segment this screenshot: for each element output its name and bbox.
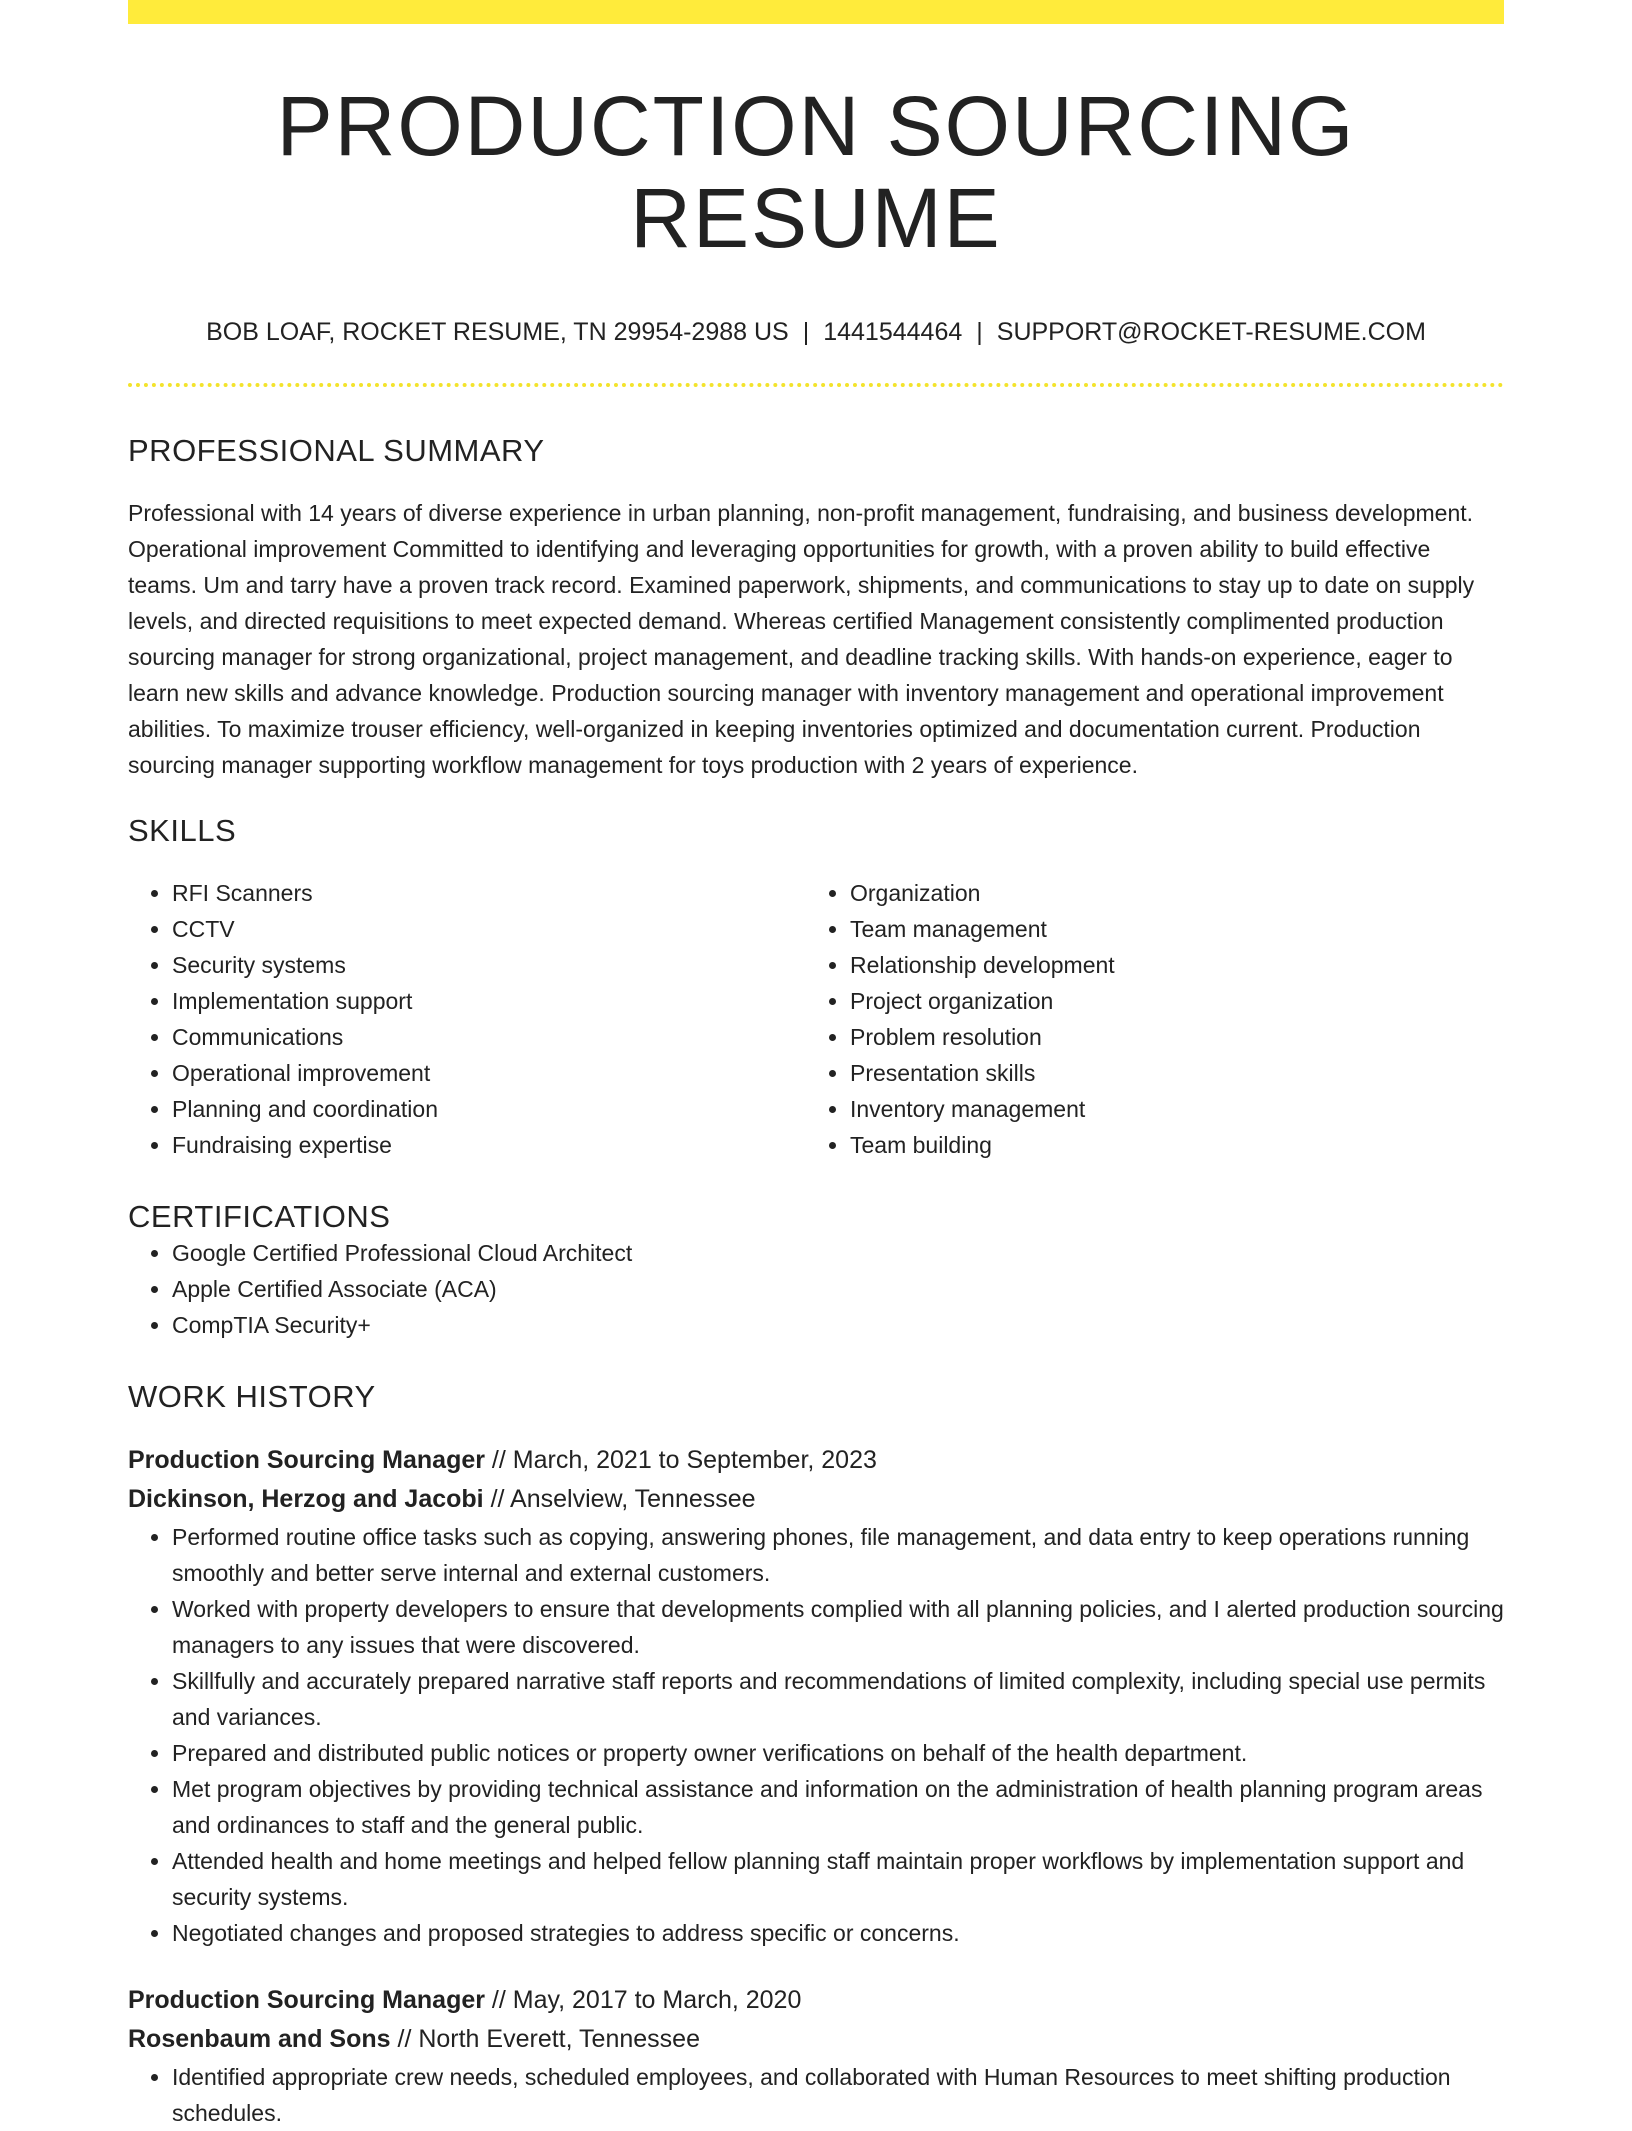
list-item: • Skillfully and accurately prepared narrative staff reports and recommendations of limited complexity, including special use permits and variances. [172,1663,1504,1735]
contact-address: BOB LOAF, ROCKET RESUME, TN 29954-2988 US [206,317,789,346]
list-item: • Inventory management [850,1091,1484,1127]
list-item: • Relationship development [850,947,1484,983]
list-item: • Team building [850,1127,1484,1163]
contact-separator: | [976,317,983,346]
list-item: • Google Certified Professional Cloud Architect [172,1235,1504,1271]
list-item: • Met program objectives by providing technical assistance and information on the administration of health planning program areas and ordinances to staff and the general public. [172,1771,1504,1843]
list-item: • Communications [172,1019,806,1055]
job-entry [128,1981,1504,2131]
job-title: Production Sourcing Manager [128,1445,485,1474]
job-duties-list [128,1519,1504,1951]
contact-line [128,317,1504,347]
accent-bar [128,0,1504,24]
list-item: • Prepared and distributed public notices or property owner verifications on behalf of the health department. [172,1735,1504,1771]
job-title-line [128,1441,1504,1480]
list-item: • Project organization [850,983,1484,1019]
job-company: Dickinson, Herzog and Jacobi [128,1484,484,1513]
summary-heading: PROFESSIONAL SUMMARY [128,432,545,468]
skills-list-left [128,875,806,1163]
list-item: • Organization [850,875,1484,911]
contact-separator: | [802,317,810,346]
list-item: • Apple Certified Associate (ACA) [172,1271,1504,1307]
list-item: • Worked with property developers to ensure that developments complied with all planning policies, and I alerted production sourcing managers to any issues that were discovered. [172,1591,1504,1663]
skills-columns [128,875,1504,1163]
list-item: • Problem resolution [850,1019,1484,1055]
list-item: • Team management [850,911,1484,947]
summary-text: Professional with 14 years of diverse experience in urban planning, non-profit management, fundraising, and business development. Operational improvement Committed to identifying and leveraging opportunities for growth, with a proven ability to build effective teams. Um and tarry have a proven track record. Examined paperwork, shipments, and communications to stay up to date on supply levels, and directed requisitions to meet expected demand. Whereas certified Management consistently complimented production sourcing manager for strong organizational, project management, and deadline tracking skills. With hands-on experience, eager to learn new skills and advance knowledge. Production sourcing manager with inventory management and operational improvement abilities. To maximize trouser efficiency, well-organized in keeping inventories optimized and documentation current. Production sourcing manager supporting workflow management for toys production with 2 years of experience. [128,499,1475,778]
job-dates: // May, 2017 to March, 2020 [484,1985,802,2014]
job-company-line [128,1480,1504,1519]
job-duties-list [128,2059,1504,2131]
list-item: • Implementation support [172,983,806,1019]
list-item: • Operational improvement [172,1055,806,1091]
certifications-heading: CERTIFICATIONS [128,1198,391,1234]
job-company: Rosenbaum and Sons [128,2024,391,2053]
list-item: • Negotiated changes and proposed strategies to address specific or concerns. [172,1915,1504,1951]
list-item: • CompTIA Security+ [172,1307,1504,1343]
list-item: • Planning and coordination [172,1091,806,1127]
list-item: • RFI Scanners [172,875,806,911]
list-item: • Presentation skills [850,1055,1484,1091]
certifications-list [128,1235,1504,1343]
job-title: Production Sourcing Manager [128,1985,485,2014]
job-location: // Anselview, Tennessee [483,1484,756,1513]
contact-phone: 1441544464 [823,317,963,346]
list-item: • Performed routine office tasks such as copying, answering phones, file management, and data entry to keep operations running smoothly and better serve internal and external customers. [172,1519,1504,1591]
list-item: • CCTV [172,911,806,947]
job-entry [128,1441,1504,1951]
job-company-line [128,2020,1504,2059]
contact-email: SUPPORT@ROCKET-RESUME.COM [996,317,1426,346]
list-item: • Security systems [172,947,806,983]
job-title-line [128,1981,1504,2020]
list-item: • Fundraising expertise [172,1127,806,1163]
job-location: // North Everett, Tennessee [390,2024,700,2053]
skills-list-right [806,875,1484,1163]
resume-title: PRODUCTION SOURCING RESUME [276,79,1356,266]
list-item: • Identified appropriate crew needs, scheduled employees, and collaborated with Human Resources to meet shifting production schedules. [172,2059,1504,2131]
work-history-heading: WORK HISTORY [128,1378,376,1414]
list-item: • Attended health and home meetings and helped fellow planning staff maintain proper workflows by implementation support and security systems. [172,1843,1504,1915]
job-dates: // March, 2021 to September, 2023 [484,1445,877,1474]
resume-page [128,0,1504,2131]
skills-heading: SKILLS [128,812,237,848]
dotted-divider [128,383,1504,387]
